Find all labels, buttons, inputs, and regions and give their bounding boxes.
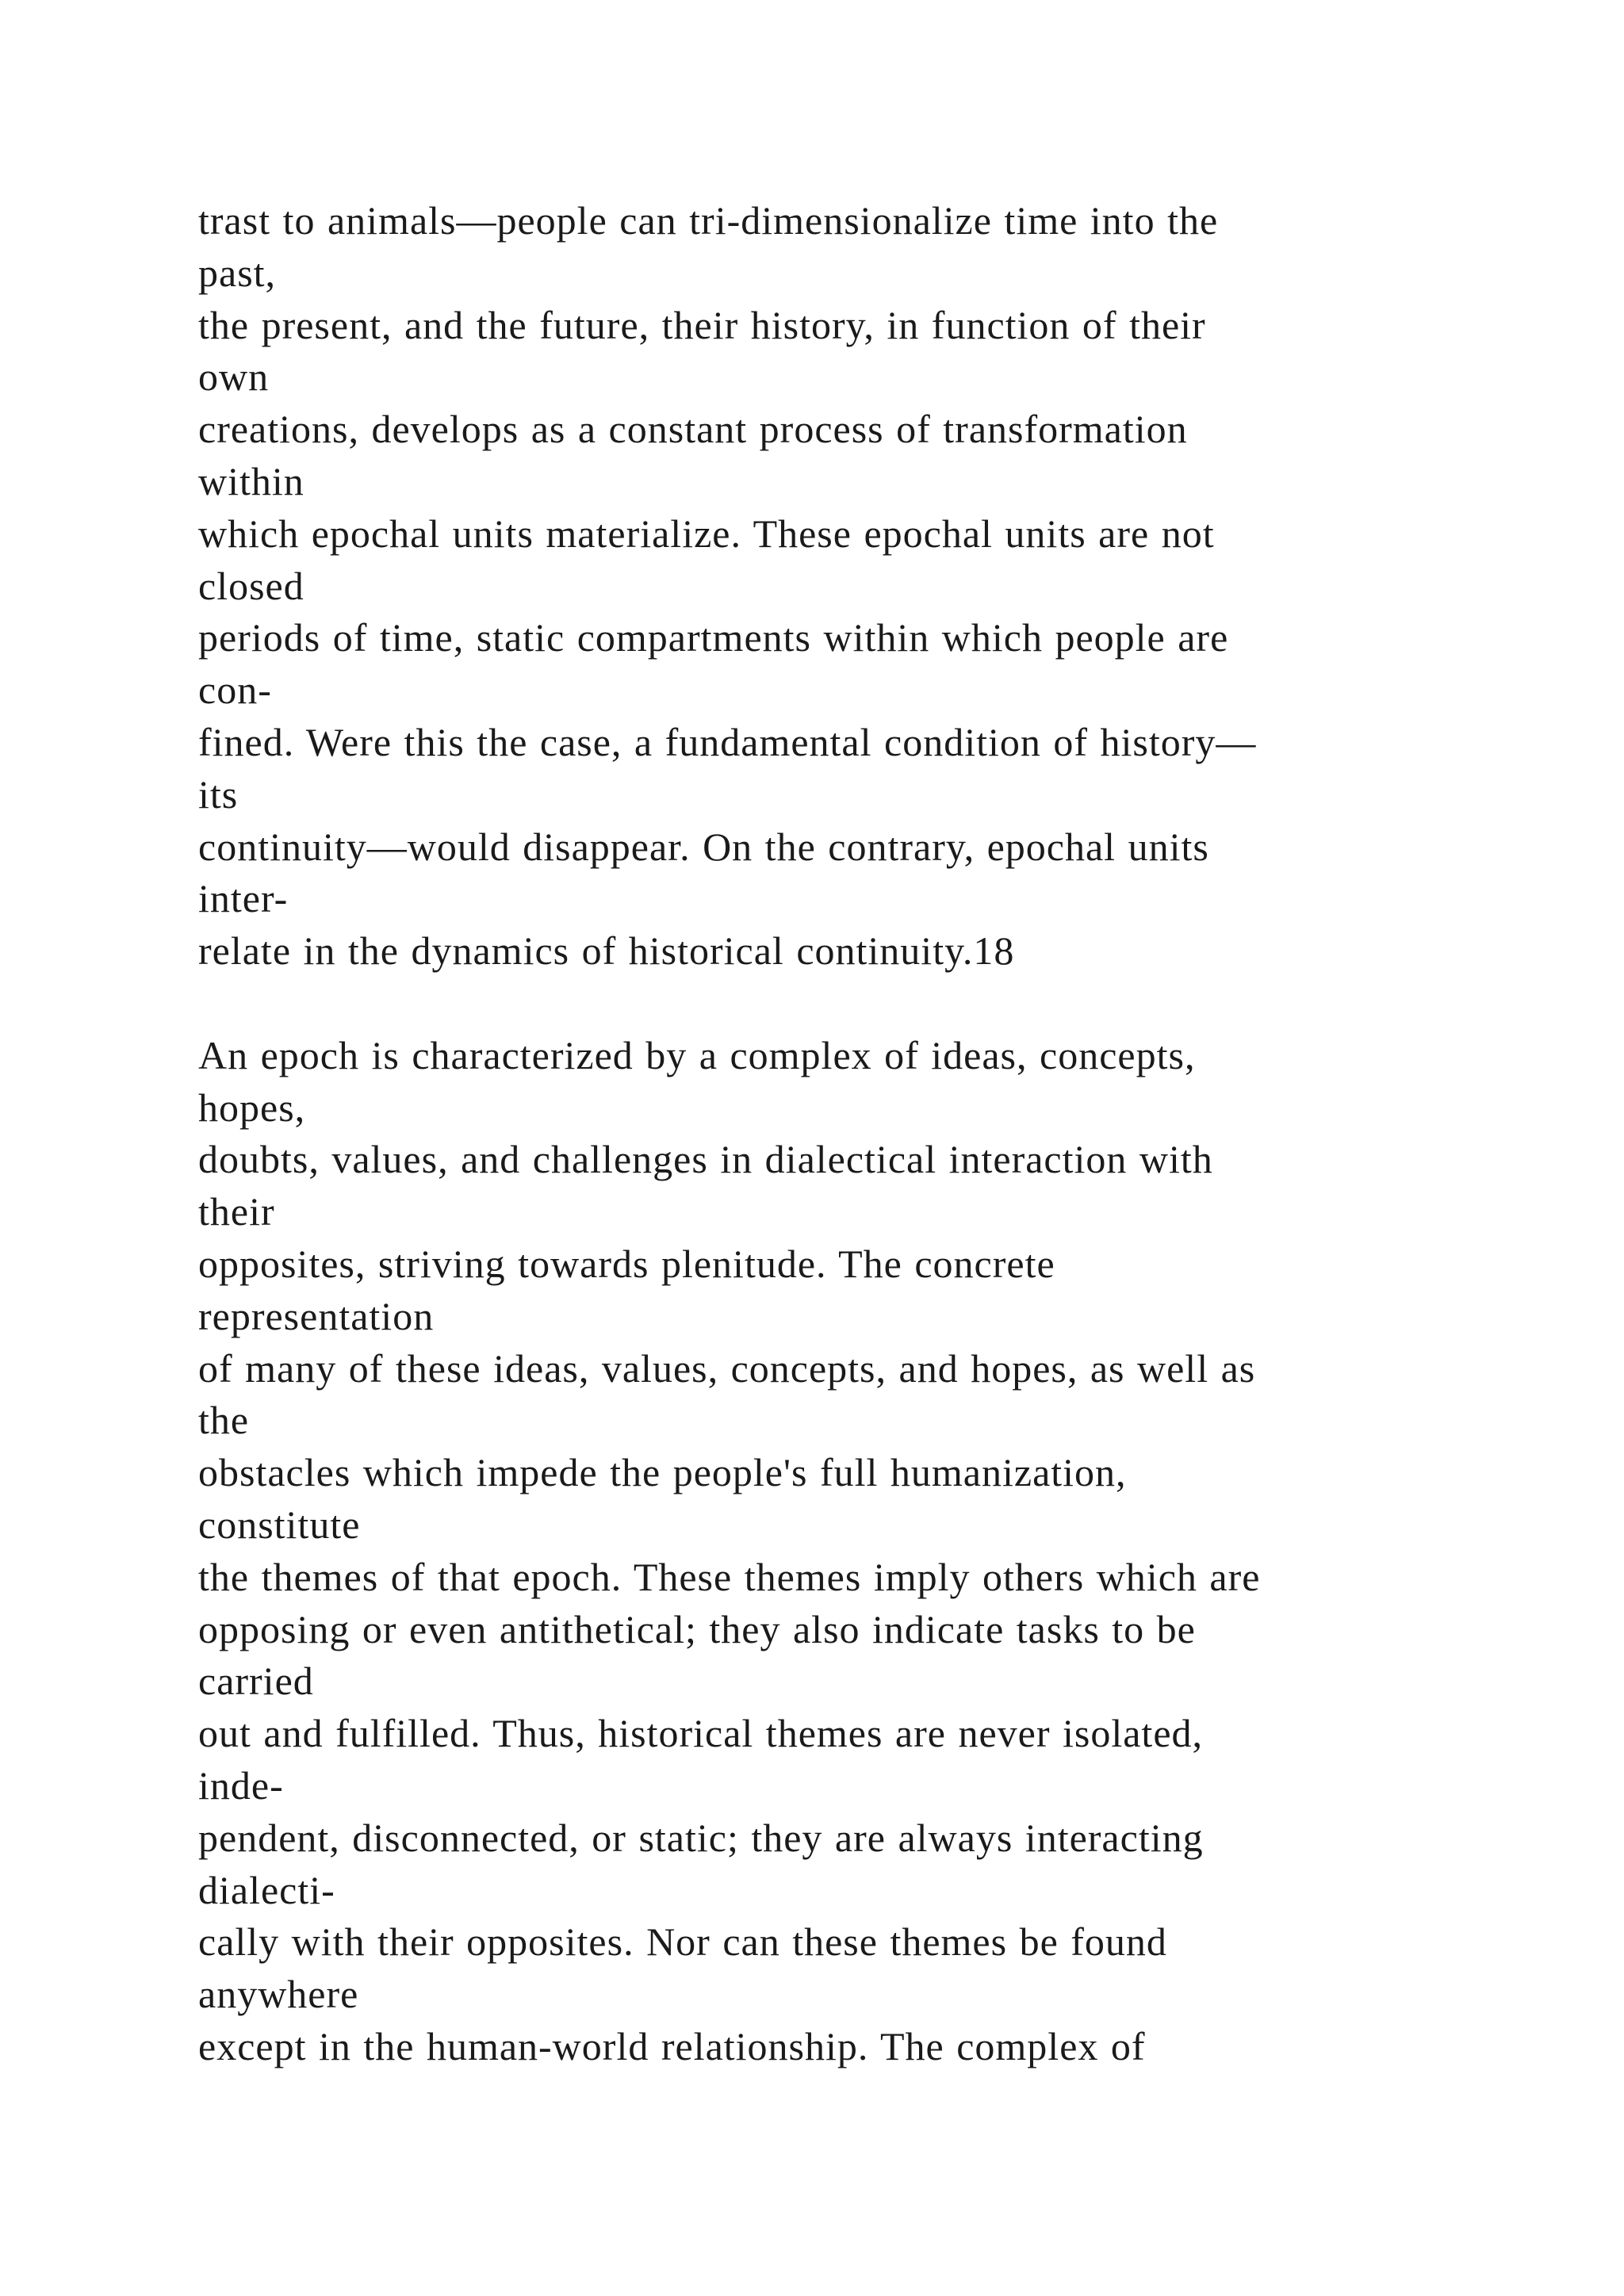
text-line: fined. Were this the case, a fundamental condition of history— xyxy=(198,719,1257,764)
text-line: its xyxy=(198,771,239,817)
text-line: obstacles which impede the people's full humanization, xyxy=(198,1450,1127,1495)
text-line: within xyxy=(198,458,304,503)
text-line: opposing or even antithetical; they also indicate tasks to be xyxy=(198,1606,1196,1651)
paragraph-gap xyxy=(198,978,1546,1030)
text-line: own xyxy=(198,354,270,400)
text-line: out and fulfilled. Thus, historical themes are never isolated, xyxy=(198,1711,1204,1756)
text-line: closed xyxy=(198,563,304,608)
body-text xyxy=(198,195,1546,2073)
text-line: the present, and the future, their history, in function of their xyxy=(198,302,1206,347)
text-line: inter- xyxy=(198,876,289,921)
text-line: doubts, values, and challenges in dialectical interaction with xyxy=(198,1137,1213,1182)
text-line: periods of time, static compartments within which people are xyxy=(198,615,1229,660)
text-line: of many of these ideas, values, concepts, and hopes, as well as xyxy=(198,1345,1256,1391)
text-line: trast to animals—people can tri-dimensionalize time into the xyxy=(198,198,1219,243)
text-line: relate in the dynamics of historical continuity.18 xyxy=(198,928,1015,974)
text-line: which epochal units materialize. These epochal units are not xyxy=(198,511,1215,556)
text-line: cally with their opposites. Nor can these themes be found xyxy=(198,1919,1167,1965)
text-line: past, xyxy=(198,250,277,295)
paragraph-2 xyxy=(198,1030,1546,2073)
text-line: dialecti- xyxy=(198,1867,335,1912)
text-line: con- xyxy=(198,668,272,713)
text-line: the xyxy=(198,1398,250,1443)
paragraph-1 xyxy=(198,195,1546,978)
text-line: hopes, xyxy=(198,1085,306,1130)
text-line: except in the human-world relationship. The complex of xyxy=(198,2023,1146,2068)
text-line: opposites, striving towards plenitude. The concrete xyxy=(198,1241,1055,1286)
text-line: inde- xyxy=(198,1762,284,1808)
text-line: anywhere xyxy=(198,1972,359,2017)
text-line: An epoch is characterized by a complex of ideas, concepts, xyxy=(198,1032,1196,1077)
text-line: representation xyxy=(198,1293,435,1338)
text-line: the themes of that epoch. These themes imply others which are xyxy=(198,1554,1261,1599)
text-line: creations, develops as a constant process of transformation xyxy=(198,407,1188,452)
text-line: constitute xyxy=(198,1502,361,1547)
text-line: carried xyxy=(198,1659,314,1704)
text-line: their xyxy=(198,1189,275,1234)
text-line: pendent, disconnected, or static; they are always interacting xyxy=(198,1815,1204,1860)
text-line: continuity—would disappear. On the contrary, epochal units xyxy=(198,824,1209,869)
